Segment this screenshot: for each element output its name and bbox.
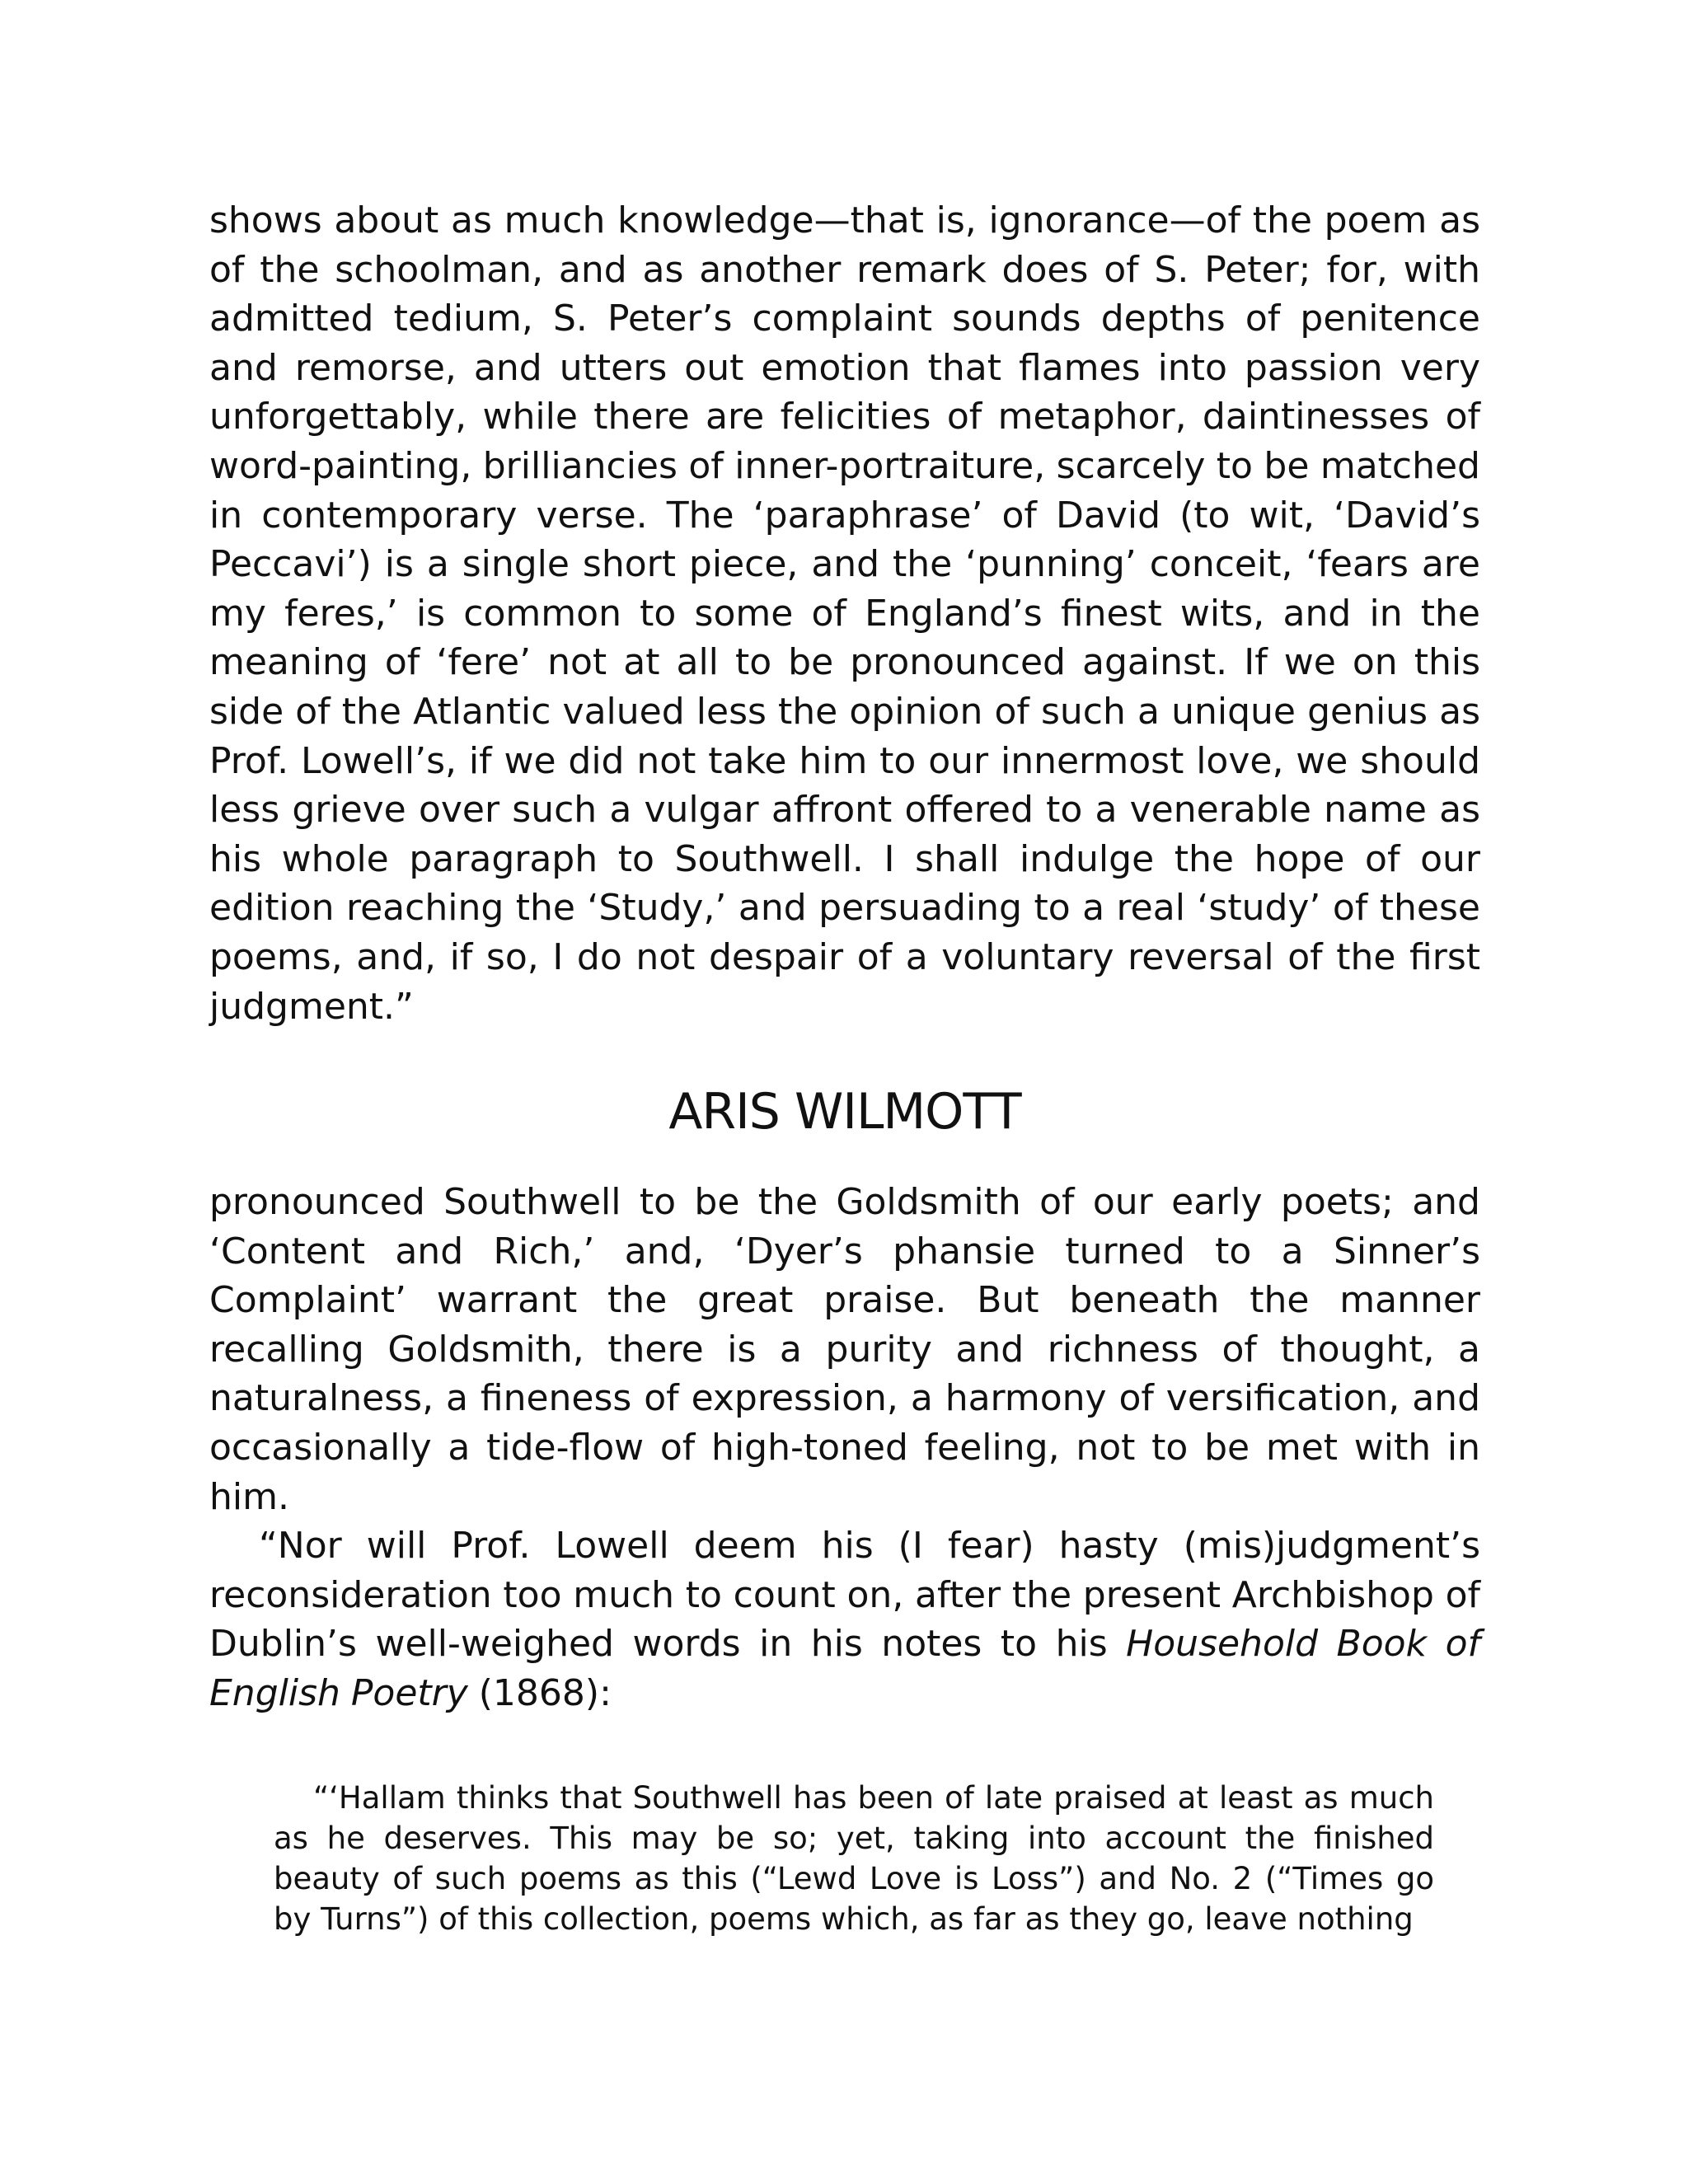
body-paragraph: pronounced Southwell to be the Goldsmith of our early poets; and ‘Content and Rich,’ and, ‘Dyer’s phansie turned to a Sinner’s Complaint’ warrant the great praise. But beneath the manner recalling Goldsmith, there is a purity and richness of thought, a naturalness, a fineness of expression, a harmony of versification, and occasionally a tide-flow of high-toned feeling, not to be met with in him.: [209, 1181, 1480, 1518]
book-title: Household Book of English Poetry: [209, 1623, 1480, 1715]
section-heading: ARIS WILMOTT: [668, 1083, 1021, 1141]
paragraph-text: “Nor will Prof. Lowell deem his (I fear) hasty (mis)judgment’s reconsideration too much to count on, after the present Archbishop of Dublin’s well-weighed words in his notes to his: [209, 1525, 1480, 1666]
body-paragraph: shows about as much knowledge—that is, ignorance—of the poem as of the schoolman, and as another remark does of S. Peter; for, with admitted tedium, S. Peter’s complaint sounds depths of penitence and remorse, and utters out emotion that flames into passion very unforgettably, while there are felicities of metaphor, daintinesses of word-painting, brilliancies of inner-portraiture, scarcely to be matched in contemporary verse. The ‘paraphrase’ of David (to wit, ‘David’s Peccavi’) is a single short piece, and the ‘punning’ conceit, ‘fears are my feres,’ is common to some of England’s finest wits, and in the meaning of ‘fere’ not at all to be pronounced against. If we on this side of the Atlantic valued less the opinion of such a unique genius as Prof. Lowell’s, if we did not take him to our innermost love, we should less grieve over such a vulgar affront offered to a venerable name as his whole paragraph to Southwell. I shall indulge the hope of our edition reaching the ‘Study,’ and persuading to a real ‘study’ of these poems, and, if so, I do not despair of a voluntary reversal of the first judgment.”: [209, 199, 1480, 1028]
body-paragraph: [209, 1521, 1480, 1718]
block-quote: “‘Hallam thinks that Southwell has been of late praised at least as much as he deserves. This may be so; yet, taking into account the finished beauty of such poems as this (“Lewd Love is Loss”) and No. 2 (“Times go by Turns”) of this collection, poems which, as far as they go, leave nothing: [274, 1779, 1434, 1937]
paragraph-text-end: (1868):: [467, 1672, 612, 1715]
